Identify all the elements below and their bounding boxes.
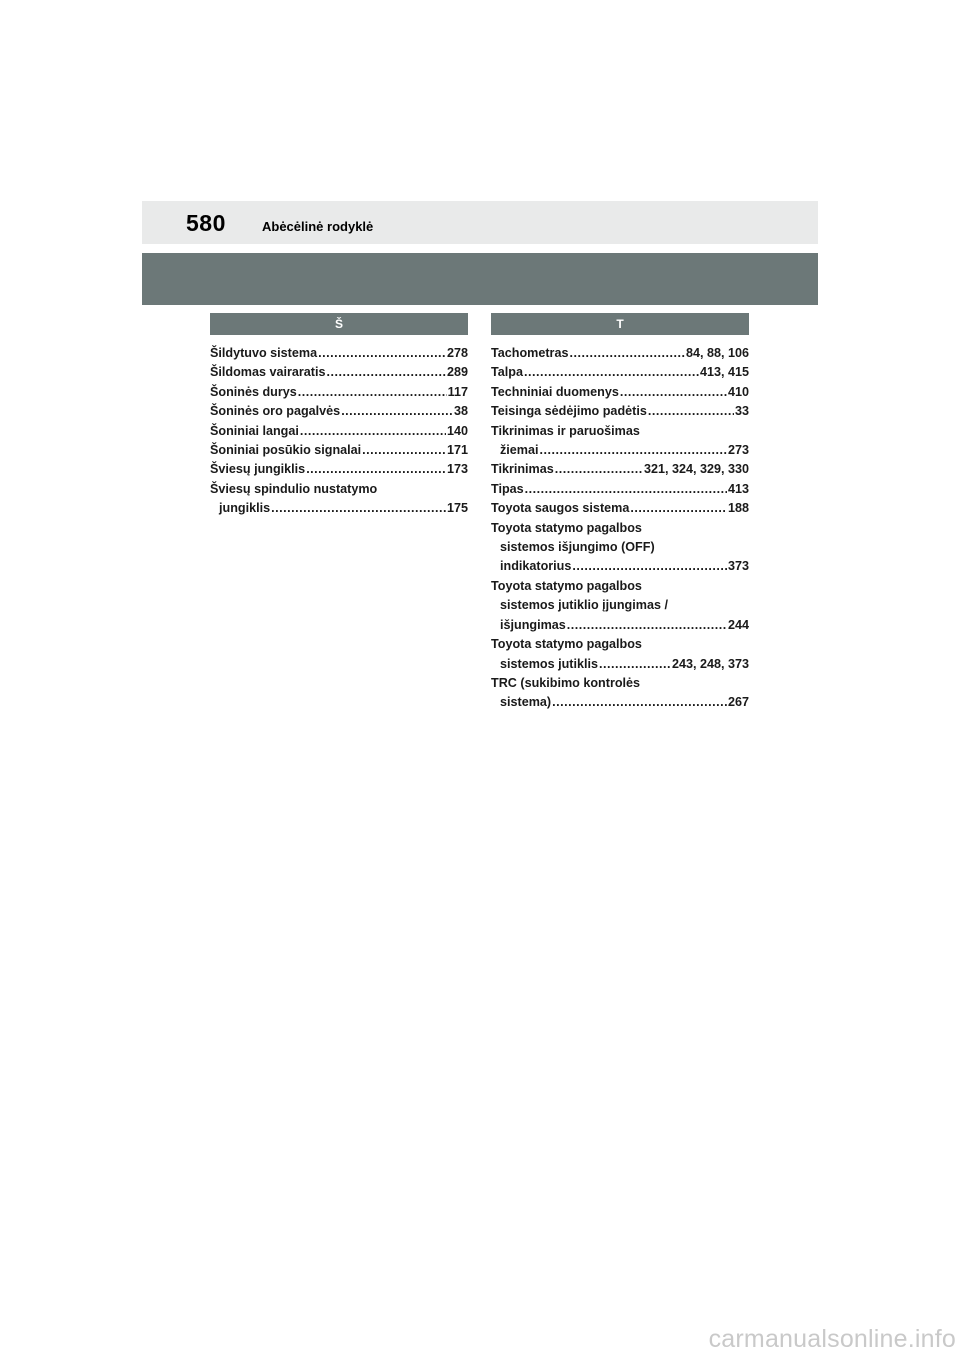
entry-term: Toyota saugos sistema: [491, 501, 630, 516]
entry-term: Tachometras: [491, 346, 569, 360]
index-entry[interactable]: [210, 422, 468, 441]
index-entry[interactable]: [210, 460, 468, 479]
entry-term: Tipas: [491, 481, 524, 496]
page-reference: 244: [727, 617, 749, 632]
dot-leader: [540, 441, 727, 460]
dot-leader: [599, 655, 671, 674]
dot-leader: [567, 616, 727, 635]
entry-line: [210, 402, 468, 421]
index-entry[interactable]: [210, 383, 468, 402]
entry-line: [491, 596, 749, 615]
entry-term: Šoninės oro pagalvės: [210, 404, 341, 419]
dot-leader: [648, 402, 734, 421]
entry-line: [210, 363, 468, 382]
entry-term: Toyota statymo pagalbos: [491, 578, 642, 593]
entry-term: Toyota statymo pagalbos: [491, 520, 642, 535]
index-entry[interactable]: [491, 577, 749, 635]
page-reference: 171: [446, 443, 468, 458]
entry-term: Toyota statymo pagalbos: [491, 637, 642, 652]
dot-leader: [341, 402, 453, 421]
dot-leader: [555, 460, 643, 479]
index-entry[interactable]: [491, 383, 749, 402]
page-reference: 84, 88, 106: [685, 346, 749, 360]
section-banner: [142, 253, 818, 305]
entry-term: Tikrinimas: [491, 462, 554, 477]
page-reference: 117: [447, 384, 468, 399]
index-entry[interactable]: [210, 402, 468, 421]
entry-line: [491, 383, 749, 402]
entry-term: TRC (sukibimo kontrolės: [491, 675, 641, 690]
dot-leader: [525, 480, 727, 499]
entry-line: [210, 383, 468, 402]
entry-term: Talpa: [491, 365, 523, 380]
entry-line: [210, 344, 468, 363]
index-entry[interactable]: [491, 460, 749, 479]
entry-list: [491, 344, 749, 713]
dot-leader: [552, 693, 727, 712]
entry-term: sistemos jutiklio įjungimas /: [500, 598, 668, 613]
entry-line: [491, 519, 749, 538]
page-reference: 410: [727, 384, 749, 399]
dot-leader: [524, 363, 699, 382]
entry-line: [491, 480, 749, 499]
index-entry[interactable]: [210, 344, 468, 363]
page-reference: 33: [734, 404, 749, 419]
index-column-left: [210, 313, 468, 519]
dot-leader: [271, 499, 446, 518]
entry-line: [491, 460, 749, 479]
index-entry[interactable]: [210, 441, 468, 460]
entry-term: išjungimas: [500, 617, 566, 632]
entry-line: [491, 693, 749, 712]
entry-line: [491, 363, 749, 382]
entry-line: [210, 460, 468, 479]
page-reference: 140: [446, 423, 468, 438]
entry-line: [491, 674, 749, 693]
entry-term: sistemos jutiklis: [500, 656, 598, 671]
index-entry[interactable]: [491, 344, 749, 363]
dot-leader: [327, 363, 446, 382]
entry-term: Tikrinimas ir paruošimas: [491, 423, 640, 438]
entry-term: indikatorius: [500, 559, 572, 574]
entry-line: [210, 499, 468, 518]
header-band: [142, 201, 818, 244]
entry-line: [491, 344, 749, 363]
index-entry[interactable]: [491, 363, 749, 382]
entry-line: [491, 635, 749, 654]
entry-line: [491, 577, 749, 596]
index-entry[interactable]: [210, 480, 468, 519]
entry-list: [210, 344, 468, 519]
entry-line: [210, 480, 468, 499]
entry-term: sistema): [500, 695, 552, 710]
entry-term: Šviesų jungiklis: [210, 462, 306, 477]
dot-leader: [300, 422, 446, 441]
entry-term: Šoniniai posūkio signalai: [210, 443, 362, 458]
letter-heading: T: [491, 313, 749, 335]
letter-heading: Š: [210, 313, 468, 335]
entry-line: [491, 538, 749, 557]
dot-leader: [298, 383, 447, 402]
dot-leader: [572, 557, 727, 576]
entry-term: Šoninės durys: [210, 384, 297, 399]
index-entry[interactable]: [491, 499, 749, 518]
entry-line: [491, 499, 749, 518]
index-entry[interactable]: [210, 363, 468, 382]
entry-line: [491, 441, 749, 460]
page-reference: 175: [446, 501, 468, 516]
entry-line: [491, 422, 749, 441]
page-reference: 188: [727, 501, 749, 516]
entry-term: žiemai: [500, 443, 539, 458]
page-number: 580: [186, 210, 226, 236]
watermark[interactable]: carmanualsonline.info: [708, 1325, 956, 1353]
entry-term: jungiklis: [219, 501, 271, 516]
dot-leader: [620, 383, 727, 402]
entry-term: Šildomas vairaratis: [210, 365, 326, 380]
entry-term: Techniniai duomenys: [491, 384, 619, 399]
entry-line: [491, 655, 749, 674]
page-reference: 243, 248, 373: [671, 656, 749, 671]
entry-term: Šviesų spindulio nustatymo: [210, 481, 378, 496]
entry-line: [210, 422, 468, 441]
entry-line: [491, 616, 749, 635]
page-reference: 289: [446, 365, 468, 380]
index-entry[interactable]: [491, 635, 749, 674]
dot-leader: [630, 499, 727, 518]
index-column-right: [491, 313, 749, 713]
page-reference: 38: [453, 404, 468, 419]
entry-line: [491, 557, 749, 576]
dot-leader: [318, 344, 446, 363]
entry-line: [491, 402, 749, 421]
page-reference: 413: [727, 481, 749, 496]
dot-leader: [362, 441, 446, 460]
section-title: Abėcėlinė rodyklė: [262, 219, 374, 234]
page-reference: 321, 324, 329, 330: [643, 462, 749, 477]
page-reference: 413, 415: [699, 365, 749, 380]
dot-leader: [306, 460, 446, 479]
page-reference: 278: [446, 346, 468, 360]
entry-term: sistemos išjungimo (OFF): [500, 540, 655, 555]
index-entry[interactable]: [491, 519, 749, 577]
dot-leader: [569, 344, 685, 363]
entry-term: Teisinga sėdėjimo padėtis: [491, 404, 647, 419]
page-reference: 373: [727, 559, 749, 574]
page-reference: 273: [727, 443, 749, 458]
index-entry[interactable]: [491, 480, 749, 499]
entry-line: [210, 441, 468, 460]
entry-term: Šildytuvo sistema: [210, 346, 318, 360]
index-entry[interactable]: [491, 402, 749, 421]
entry-term: Šoniniai langai: [210, 423, 299, 438]
index-entry[interactable]: [491, 674, 749, 713]
page-reference: 267: [727, 695, 749, 710]
index-entry[interactable]: [491, 422, 749, 461]
page-reference: 173: [446, 462, 468, 477]
